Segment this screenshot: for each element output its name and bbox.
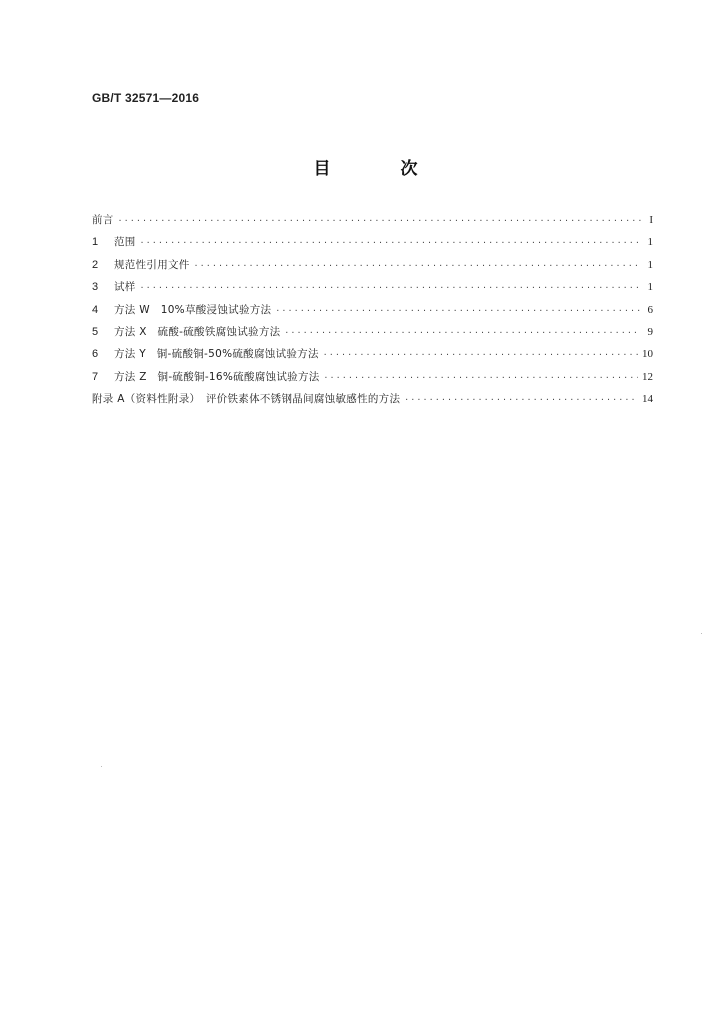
toc-entry-3[interactable] — [92, 276, 653, 298]
toc-leader-dots — [404, 389, 638, 411]
toc-entry-page: 12 — [642, 370, 653, 383]
toc-entry-6[interactable] — [92, 343, 653, 365]
toc-entry-number: 6 — [92, 348, 99, 361]
toc-leader-dots — [323, 344, 638, 366]
toc-entry-title: 试样 — [114, 281, 136, 294]
toc-entry-number: 2 — [92, 258, 99, 271]
toc-entry-page: 1 — [647, 281, 653, 294]
toc-entry-number: 4 — [92, 303, 99, 316]
toc-entry-number: 7 — [92, 370, 99, 383]
toc-entry-7[interactable] — [92, 366, 653, 388]
scan-speck — [101, 766, 102, 767]
toc-leader-dots — [118, 210, 641, 232]
toc-entry-page: 14 — [642, 393, 653, 406]
toc-leader-dots — [194, 255, 641, 277]
toc-entry-page: 1 — [647, 258, 653, 271]
toc-entry-number: 1 — [92, 236, 99, 249]
toc-entry-page: I — [649, 214, 653, 226]
toc-entry-title: 范围 — [114, 236, 136, 249]
toc-entry-5[interactable] — [92, 321, 653, 343]
toc-entry-title: 方法 Y 铜-硫酸铜-50%硫酸腐蚀试验方法 — [114, 348, 319, 361]
toc-entry-number: 5 — [92, 325, 99, 338]
toc-entry-title: 规范性引用文件 — [114, 258, 190, 271]
toc-entry-title: 方法 X 硫酸-硫酸铁腐蚀试验方法 — [114, 325, 281, 338]
toc-entry-annex-a[interactable] — [92, 388, 653, 410]
toc-leader-dots — [275, 300, 641, 322]
toc-entry-title: 方法 Z 铜-硫酸铜-16%硫酸腐蚀试验方法 — [114, 370, 320, 383]
toc-entry-title: 前言 — [92, 214, 114, 226]
toc-entry-page: 9 — [647, 325, 653, 338]
toc-entry-title: 方法 W 10%草酸浸蚀试验方法 — [114, 303, 272, 316]
toc-entry-page: 1 — [647, 236, 653, 249]
toc-leader-dots — [140, 232, 641, 254]
scan-speck — [701, 633, 702, 634]
toc-entry-2[interactable] — [92, 254, 653, 276]
table-of-contents — [92, 209, 653, 411]
toc-entry-foreword[interactable] — [92, 209, 653, 231]
toc-entry-4[interactable] — [92, 299, 653, 321]
toc-entry-number: 3 — [92, 281, 99, 294]
toc-entry-page: 6 — [647, 303, 653, 316]
toc-entry-1[interactable] — [92, 231, 653, 253]
toc-entry-page: 10 — [642, 348, 653, 361]
standard-code: GB/T 32571—2016 — [92, 91, 200, 105]
toc-leader-dots — [140, 277, 641, 299]
toc-leader-dots — [324, 367, 638, 389]
toc-leader-dots — [284, 322, 641, 344]
toc-entry-title: 附录 A（资料性附录） 评价铁素体不锈钢晶间腐蚀敏感性的方法 — [92, 393, 401, 406]
page-title: 目 次 — [313, 159, 450, 179]
